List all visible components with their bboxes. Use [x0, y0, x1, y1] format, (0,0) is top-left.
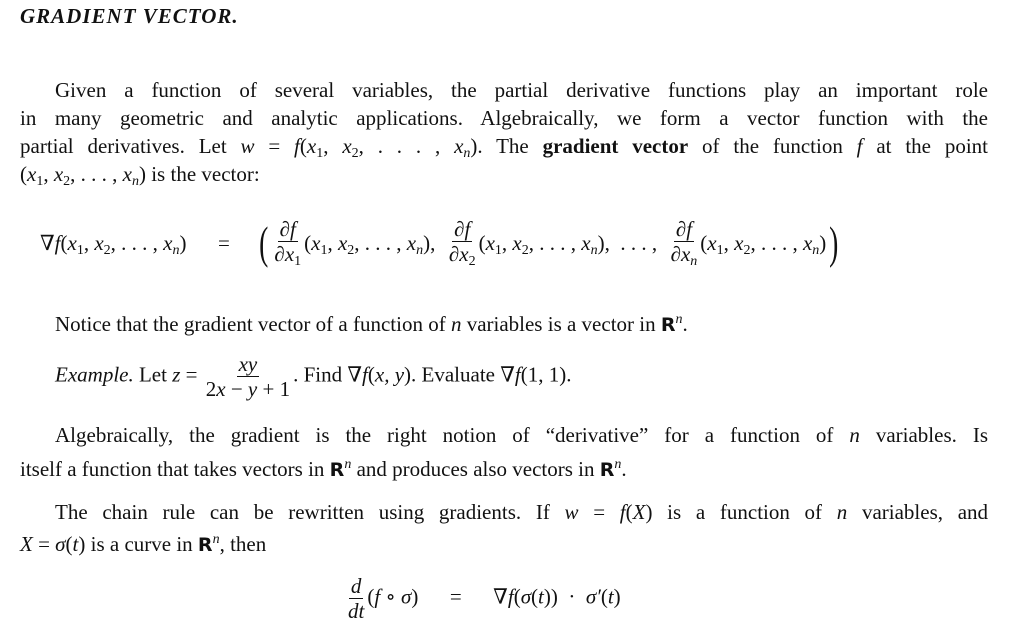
math-italic: f [54, 231, 61, 255]
text: 2 [205, 377, 217, 401]
subscript: 2 [743, 243, 751, 258]
bold-term: gradient vector [542, 134, 689, 158]
math-italic: f [856, 134, 863, 158]
math-italic: f [686, 216, 693, 241]
subscript: 2 [468, 253, 476, 269]
paragraph-line [55, 498, 988, 526]
superscript: n [675, 312, 683, 327]
text: )) · [543, 584, 586, 609]
text: ), [423, 231, 446, 255]
text: − [225, 377, 248, 401]
fraction [669, 217, 700, 274]
text: variables. Is [859, 423, 988, 447]
math-italic: x [454, 134, 464, 158]
text: (1, 1). [520, 362, 572, 387]
math-italic: x, y [374, 362, 405, 387]
math-italic: x [707, 231, 717, 255]
text: ( [20, 162, 27, 186]
text: + 1 [257, 377, 291, 401]
math-italic: xy [238, 352, 258, 376]
text: , . . . , [110, 231, 164, 255]
fraction [272, 217, 303, 274]
math-italic: x [311, 231, 321, 255]
denominator [204, 377, 292, 401]
subscript: n [812, 243, 820, 258]
math-italic: x [94, 231, 104, 255]
text: ∂ [274, 241, 285, 266]
math-italic: f [362, 362, 368, 387]
text: , then [219, 532, 267, 556]
subscript: 2 [351, 146, 359, 161]
math-italic: d [350, 574, 362, 598]
subscript: 1 [320, 243, 328, 258]
math-italic: x [581, 231, 591, 255]
math-italic: n [836, 500, 848, 524]
subscript: n [463, 146, 471, 161]
math-italic: f [294, 134, 300, 158]
math-italic: X [632, 500, 646, 524]
superscript: n [212, 532, 220, 547]
text: , . . . , [528, 231, 582, 255]
denominator [346, 599, 366, 623]
math-italic: x [406, 231, 417, 255]
paragraph-line [20, 160, 988, 196]
text: ) = [179, 231, 257, 255]
subscript: 2 [103, 243, 111, 258]
text: , [83, 231, 95, 255]
text: ) [819, 231, 827, 255]
text: ( [65, 532, 73, 556]
math-italic: x [342, 134, 352, 158]
numerator [674, 217, 694, 242]
text: , [43, 162, 54, 186]
math-italic: x [163, 231, 173, 255]
math-italic: f [374, 584, 381, 609]
paragraph-line [55, 76, 988, 104]
big-paren: ) [829, 217, 839, 268]
text: ( [367, 584, 375, 609]
denominator [272, 242, 303, 274]
text: Given a function of several variables, the partial derivative functions play an important role [55, 78, 988, 102]
text: ( [367, 362, 375, 387]
text: at the point [862, 134, 988, 158]
subscript: n [590, 243, 598, 258]
text: , [501, 231, 513, 255]
math-italic: x [67, 231, 77, 255]
real-numbers-symbol: R [660, 314, 676, 336]
subscript: 1 [36, 174, 44, 189]
fraction [447, 217, 478, 274]
text: ( [513, 584, 521, 609]
subscript: 1 [716, 243, 724, 258]
text: ( [60, 231, 68, 255]
math-italic: x [337, 231, 348, 255]
fraction [346, 574, 366, 623]
math-italic: f [514, 362, 521, 387]
text: ). The [470, 134, 543, 158]
numerator [278, 217, 298, 242]
subscript: n [416, 243, 424, 258]
math-italic: Example. [55, 362, 134, 387]
math-italic: t [72, 532, 79, 556]
text: ( [700, 231, 708, 255]
text: . [682, 312, 688, 336]
subscript: 1 [76, 243, 84, 258]
subscript: n [131, 174, 139, 189]
text: ( [625, 500, 633, 524]
text: Let [133, 362, 173, 387]
text: ∂ [279, 216, 291, 241]
text: partial derivatives. Let [20, 134, 241, 158]
text: ( [304, 231, 312, 255]
text: variables is a vector in [461, 312, 661, 336]
text: , . . . , [354, 231, 407, 255]
subscript: n [172, 243, 180, 258]
math-italic: x [802, 231, 813, 255]
math-italic: x [306, 134, 317, 158]
example-line [55, 352, 988, 401]
text: ( [478, 231, 486, 255]
real-numbers-symbol: R [197, 534, 213, 556]
paragraph-line [20, 526, 988, 559]
text: , [323, 134, 343, 158]
subscript: 1 [494, 243, 502, 258]
fraction [204, 352, 292, 401]
text: ), . . . , [597, 231, 668, 255]
superscript: n [614, 457, 622, 472]
subscript: 1 [294, 253, 302, 269]
math-italic: n [849, 423, 860, 447]
math-italic: w [564, 500, 579, 524]
text: = [180, 362, 203, 387]
math-italic: x [27, 162, 37, 186]
text: , . . . , [358, 134, 455, 158]
math-italic: n [450, 312, 462, 336]
math-italic: t [607, 584, 614, 609]
text: ∇ [40, 231, 55, 255]
subscript: 1 [316, 146, 324, 161]
math-italic: σ [520, 584, 532, 609]
math-italic: dt [348, 599, 365, 623]
math-italic: f [290, 216, 296, 241]
text: . Find ∇ [293, 362, 363, 387]
text: = [578, 500, 620, 524]
math-italic: σ [55, 532, 66, 556]
math-italic: z [172, 362, 181, 387]
text: = [254, 134, 295, 158]
text: itself a function that takes vectors in [20, 457, 330, 481]
text: , [723, 231, 735, 255]
numerator [452, 217, 472, 242]
math-italic: x [284, 241, 295, 266]
section-title: GRADIENT VECTOR. [20, 4, 239, 28]
math-italic: σ [400, 584, 412, 609]
gradient-definition-equation [40, 216, 842, 274]
denominator [669, 242, 700, 274]
numerator [237, 352, 260, 377]
text: Algebraically, the gradient is the right notion of “derivative” for a function of [55, 423, 850, 447]
text: ∂ [675, 216, 687, 241]
chain-rule-equation [345, 574, 621, 623]
text: ∘ [380, 584, 401, 609]
superscript: n [344, 457, 352, 472]
text: , [327, 231, 338, 255]
text: ( [299, 134, 307, 158]
math-italic: σ′ [585, 584, 601, 609]
math-italic: x [459, 241, 469, 266]
text: ∂ [448, 241, 460, 266]
text: ( [600, 584, 608, 609]
text: ∂ [670, 241, 681, 266]
math-italic: X [20, 532, 33, 556]
text: ) is a function of [645, 500, 837, 524]
text: The chain rule can be rewritten using gradients. If [55, 500, 565, 524]
subscript: 2 [521, 243, 529, 258]
subscript: 2 [63, 174, 71, 189]
big-paren: ( [259, 217, 269, 268]
math-italic: x [53, 162, 64, 186]
denominator [447, 242, 478, 274]
text: in many geometric and analytic applications. Algebraically, we form a vector function with the [20, 106, 988, 130]
text: , . . . , [70, 162, 123, 186]
text: ) is a curve in [78, 532, 198, 556]
real-numbers-symbol: R [329, 459, 345, 481]
math-italic: x [512, 231, 522, 255]
paragraph-line [55, 421, 988, 449]
text: . [621, 457, 627, 481]
math-italic: t [538, 584, 544, 609]
math-italic: y [247, 377, 258, 401]
text: and produces also vectors in [351, 457, 600, 481]
paragraph-line [55, 306, 988, 339]
text: , . . . , [750, 231, 803, 255]
math-italic: f [619, 500, 626, 524]
math-italic: w [240, 134, 255, 158]
math-italic: x [122, 162, 132, 186]
paragraph-line [20, 451, 988, 484]
text: ) [613, 584, 621, 609]
paragraph-line [20, 104, 988, 132]
subscript: 2 [347, 243, 355, 258]
text: Notice that the gradient vector of a function of [55, 312, 451, 336]
math-italic: x [216, 377, 226, 401]
numerator [349, 574, 364, 599]
text: variables, and [847, 500, 989, 524]
math-italic: x [680, 241, 691, 266]
text: ) is the vector: [138, 162, 260, 186]
text: of the function [688, 134, 857, 158]
math-italic: x [485, 231, 495, 255]
subscript: n [690, 253, 698, 269]
math-italic: f [464, 216, 471, 241]
real-numbers-symbol: R [599, 459, 615, 481]
math-italic: f [507, 584, 514, 609]
text: ). Evaluate ∇ [404, 362, 515, 387]
text: ( [531, 584, 539, 609]
text: ∂ [454, 216, 465, 241]
text: ) = ∇ [411, 584, 508, 609]
text: = [32, 532, 56, 556]
math-italic: x [734, 231, 744, 255]
